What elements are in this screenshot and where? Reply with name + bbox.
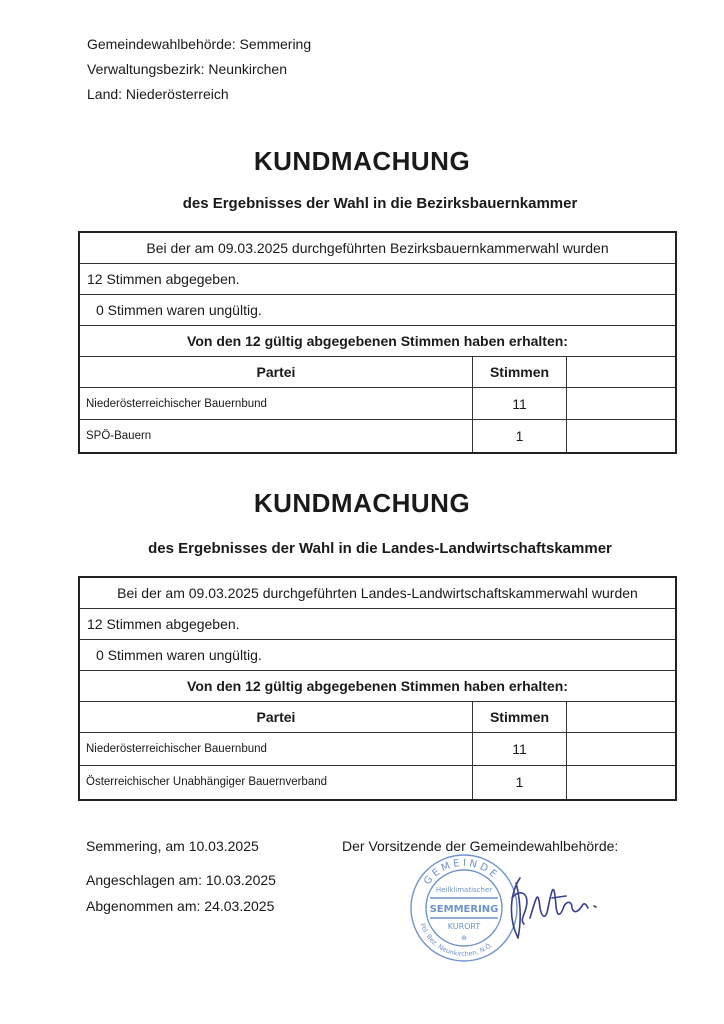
empty-cell — [567, 702, 675, 732]
votes-cell: 11 — [473, 388, 567, 419]
valid-heading-row: Von den 12 gültig abgegebenen Stimmen haben erhalten: — [80, 671, 675, 702]
cast-row: 12 Stimmen abgegeben. — [80, 264, 675, 295]
party-cell: Niederösterreichischer Bauernbund — [80, 388, 473, 419]
stamp-line-1: Heilklimatischer — [435, 886, 493, 894]
table-row — [80, 766, 675, 799]
party-cell: Niederösterreichischer Bauernbund — [80, 733, 473, 765]
empty-cell — [567, 357, 675, 387]
votes-cell: 1 — [473, 766, 567, 799]
cast-row: 12 Stimmen abgegeben. — [80, 609, 675, 640]
section-2-title: KUNDMACHUNG — [253, 488, 471, 518]
invalid-row: 0 Stimmen waren ungültig. — [80, 640, 675, 671]
section-2-table — [78, 576, 677, 801]
intro-row: Bei der am 09.03.2025 durchgeführten Landes-Landwirtschaftskammerwahl wurden — [80, 578, 675, 609]
posted-date: Angeschlagen am: 10.03.2025 — [86, 872, 276, 888]
stamp-line-2: SEMMERING — [429, 904, 499, 915]
column-header-row — [80, 357, 675, 388]
signature — [490, 858, 610, 948]
valid-heading-row: Von den 12 gültig abgegebenen Stimmen haben erhalten: — [80, 326, 675, 357]
party-cell: Österreichischer Unabhängiger Bauernverband — [80, 766, 473, 799]
empty-cell — [567, 388, 675, 419]
header-line-state: Land: Niederösterreich — [87, 86, 229, 102]
stamp-line-3: KURORT — [447, 922, 481, 931]
column-header-row — [80, 702, 675, 733]
votes-cell: 1 — [473, 420, 567, 452]
section-1-subtitle: des Ergebnisses der Wahl in die Bezirksbauernkammer — [182, 195, 578, 212]
party-column-header: Partei — [80, 357, 473, 387]
empty-cell — [567, 420, 675, 452]
place-date: Semmering, am 10.03.2025 — [86, 838, 259, 854]
removed-date: Abgenommen am: 24.03.2025 — [86, 898, 275, 914]
empty-cell — [567, 733, 675, 765]
intro-row: Bei der am 09.03.2025 durchgeführten Bezirksbauernkammerwahl wurden — [80, 233, 675, 264]
votes-column-header: Stimmen — [473, 357, 567, 387]
party-cell: SPÖ-Bauern — [80, 420, 473, 452]
table-row — [80, 388, 675, 420]
votes-cell: 11 — [473, 733, 567, 765]
chair-label: Der Vorsitzende der Gemeindewahlbehörde: — [342, 838, 619, 854]
stamp-emblem: ⊕ — [461, 934, 467, 942]
section-1-title: KUNDMACHUNG — [253, 146, 471, 176]
header-line-district: Verwaltungsbezirk: Neunkirchen — [87, 61, 287, 77]
header-line-authority: Gemeindewahlbehörde: Semmering — [87, 36, 312, 52]
stamp-ring-text: GEMEINDE — [422, 857, 501, 888]
party-column-header: Partei — [80, 702, 473, 732]
table-row — [80, 420, 675, 452]
empty-cell — [567, 766, 675, 799]
votes-column-header: Stimmen — [473, 702, 567, 732]
section-2-subtitle: des Ergebnisses der Wahl in die Landes-Landwirtschaftskammer — [148, 540, 612, 557]
stamp-bottom-text: Pol. Bez. Neunkirchen, N.Ö. — [418, 922, 495, 959]
section-1-table — [78, 231, 677, 454]
invalid-row: 0 Stimmen waren ungültig. — [80, 295, 675, 326]
table-row — [80, 733, 675, 766]
